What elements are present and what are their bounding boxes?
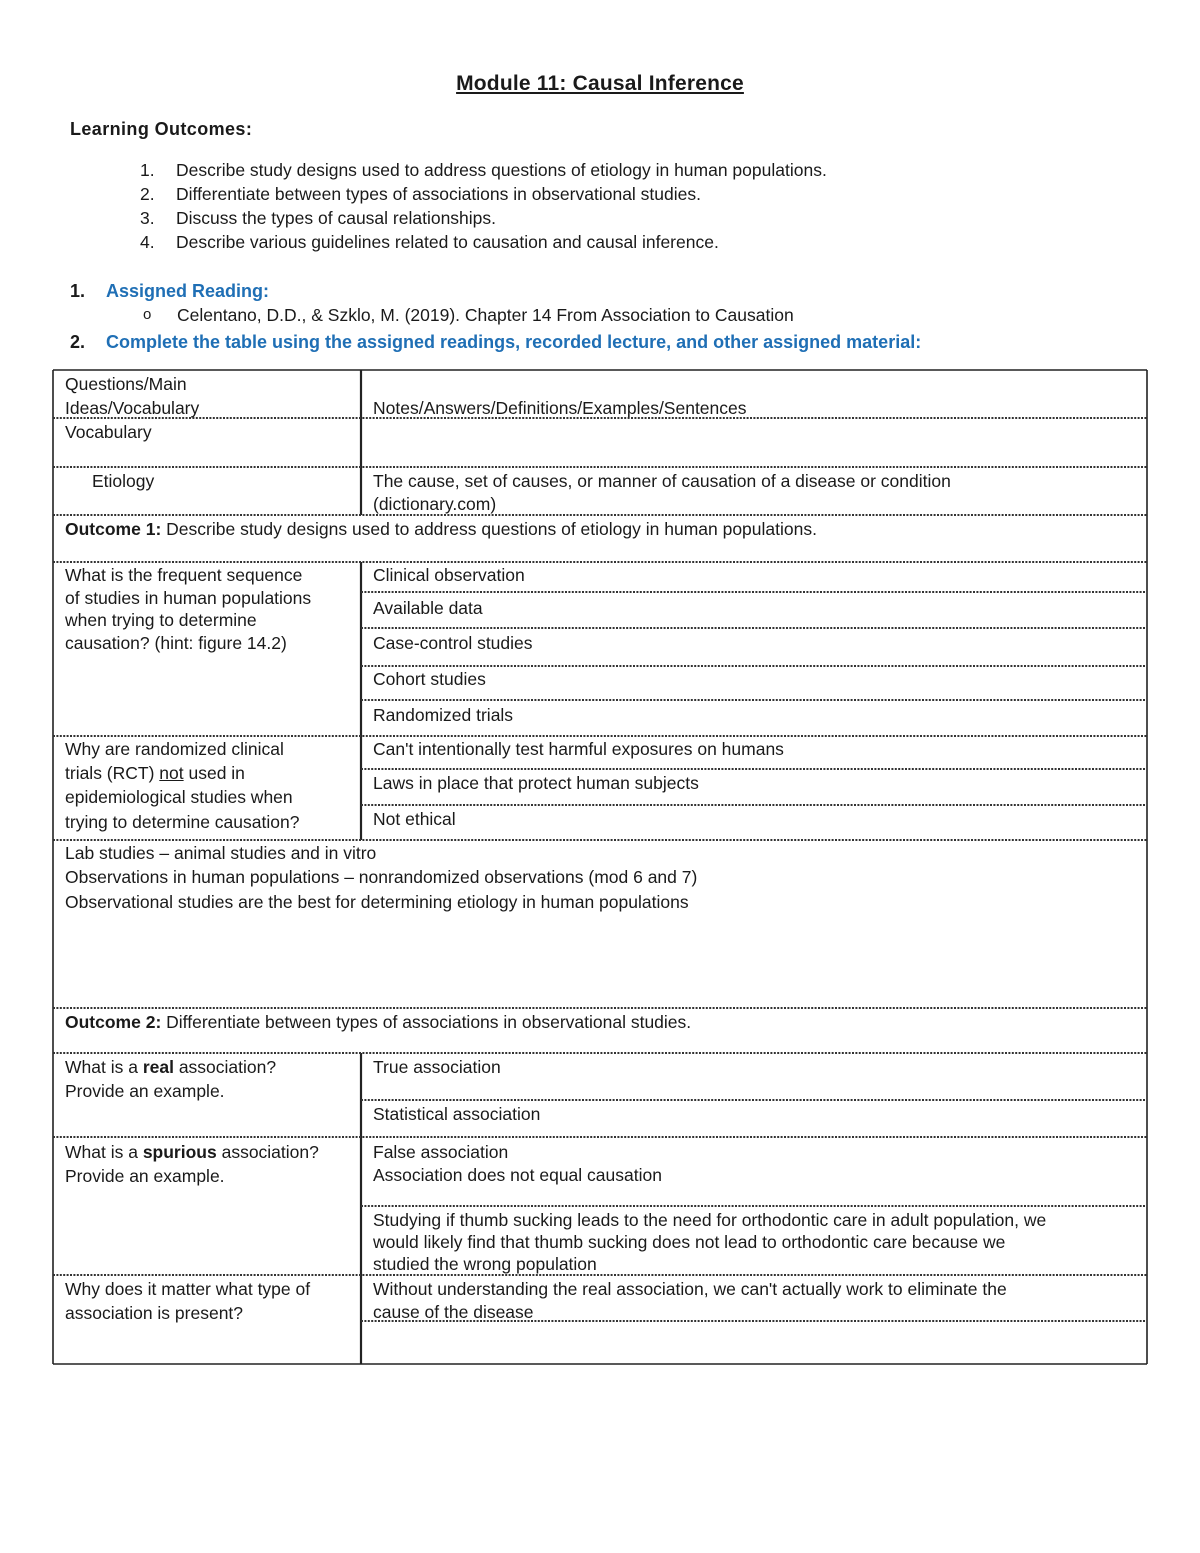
question-spurious-line2: Provide an example.	[65, 1166, 225, 1186]
etiology-definition-line2: (dictionary.com)	[373, 494, 497, 514]
answer-matter-line2: cause of the disease	[373, 1302, 534, 1322]
outcome1-row	[65, 517, 817, 541]
answer-spurious-example-line: would likely find that thumb sucking does not lead to orthodontic care because we	[373, 1232, 1006, 1252]
learning-outcomes-heading: Learning Outcomes:	[70, 119, 253, 139]
answer-sequence-item: Cohort studies	[373, 669, 486, 689]
learning-outcome-item: 4. Describe various guidelines related to causation and causal inference.	[140, 232, 719, 252]
section-assigned-reading: 1. Assigned Reading:	[70, 281, 270, 301]
reading-reference: o Celentano, D.D., & Szklo, M. (2019). Chapter 14 From Association to Causation	[143, 305, 794, 325]
answer-sequence-item: Clinical observation	[373, 565, 525, 585]
learning-outcomes-list	[140, 158, 827, 254]
answer-spurious-example-line: Studying if thumb sucking leads to the need for orthodontic care in adult population, we	[373, 1210, 1047, 1230]
answer-spurious-example-line: studied the wrong population	[373, 1254, 597, 1274]
notes-line: Observations in human populations – nonrandomized observations (mod 6 and 7)	[65, 867, 698, 887]
answer-rct-item: Laws in place that protect human subjects	[373, 773, 699, 793]
answer-matter-line1: Without understanding the real association, we can't actually work to eliminate the	[373, 1279, 1007, 1299]
etiology-definition-line1: The cause, set of causes, or manner of causation of a disease or condition	[373, 471, 951, 491]
section-complete-table: 2. Complete the table using the assigned readings, recorded lecture, and other assigned material:	[70, 332, 922, 352]
notes-line: Observational studies are the best for determining etiology in human populations	[65, 892, 689, 912]
question-rct-line3: epidemiological studies when	[65, 787, 293, 807]
vocabulary-label: Vocabulary	[65, 422, 152, 442]
section-label: Complete the table using the assigned readings, recorded lecture, and other assigned material:	[106, 332, 922, 352]
etiology-term: Etiology	[92, 471, 155, 491]
question-real-line2: Provide an example.	[65, 1081, 225, 1101]
question-rct-line1: Why are randomized clinical	[65, 739, 284, 759]
section-label: Assigned Reading:	[106, 281, 270, 301]
learning-outcome-item: 2. Differentiate between types of associations in observational studies.	[140, 184, 701, 204]
underlined-not: not	[159, 763, 184, 783]
question-matter-line2: association is present?	[65, 1303, 244, 1323]
answer-spurious-line2: Association does not equal causation	[373, 1165, 662, 1185]
outcome1-text: Describe study designs used to address questions of etiology in human populations.	[166, 519, 817, 539]
answer-sequence-item: Case-control studies	[373, 633, 533, 653]
question-rct-line2: trials (RCT) not used in	[65, 763, 245, 783]
question-sequence-line2: of studies in human populations	[65, 588, 312, 608]
outcome2-row	[65, 1010, 691, 1034]
question-rct-line4: trying to determine causation?	[65, 812, 300, 832]
outcome2-text: Differentiate between types of associations in observational studies.	[166, 1012, 692, 1032]
learning-outcome-item: 1. Describe study designs used to address questions of etiology in human populations.	[140, 160, 827, 180]
bold-real: real	[142, 1057, 174, 1077]
outcome2-label: Outcome 2:	[65, 1012, 162, 1032]
table-header-left-line1: Questions/Main	[65, 374, 187, 394]
answer-sequence-item: Available data	[373, 598, 483, 618]
answer-real-item: True association	[373, 1057, 501, 1077]
page-title: Module 11: Causal Inference	[456, 72, 744, 95]
question-sequence-line3: when trying to determine	[65, 610, 257, 630]
question-spurious-line1: What is a spurious association?	[65, 1142, 319, 1162]
question-real-line1: What is a real association?	[65, 1057, 277, 1077]
table-header-left-line2: Ideas/Vocabulary	[65, 398, 200, 418]
bullet-icon: o	[143, 306, 152, 323]
table-header-right: Notes/Answers/Definitions/Examples/Sentences	[373, 398, 747, 418]
bold-spurious: spurious	[142, 1142, 217, 1162]
answer-real-item: Statistical association	[373, 1104, 541, 1124]
answer-rct-item: Not ethical	[373, 809, 456, 829]
question-sequence-line4: causation? (hint: figure 14.2)	[65, 633, 287, 653]
answer-spurious-line1: False association	[373, 1142, 509, 1162]
learning-outcome-item: 3. Discuss the types of causal relationships.	[140, 208, 497, 228]
question-sequence-line1: What is the frequent sequence	[65, 565, 303, 585]
notes-line: Lab studies – animal studies and in vitro	[65, 843, 377, 863]
outcome1-label: Outcome 1:	[65, 519, 162, 539]
question-matter-line1: Why does it matter what type of	[65, 1279, 311, 1299]
answer-rct-item: Can't intentionally test harmful exposures on humans	[373, 739, 784, 759]
answer-sequence-item: Randomized trials	[373, 705, 514, 725]
